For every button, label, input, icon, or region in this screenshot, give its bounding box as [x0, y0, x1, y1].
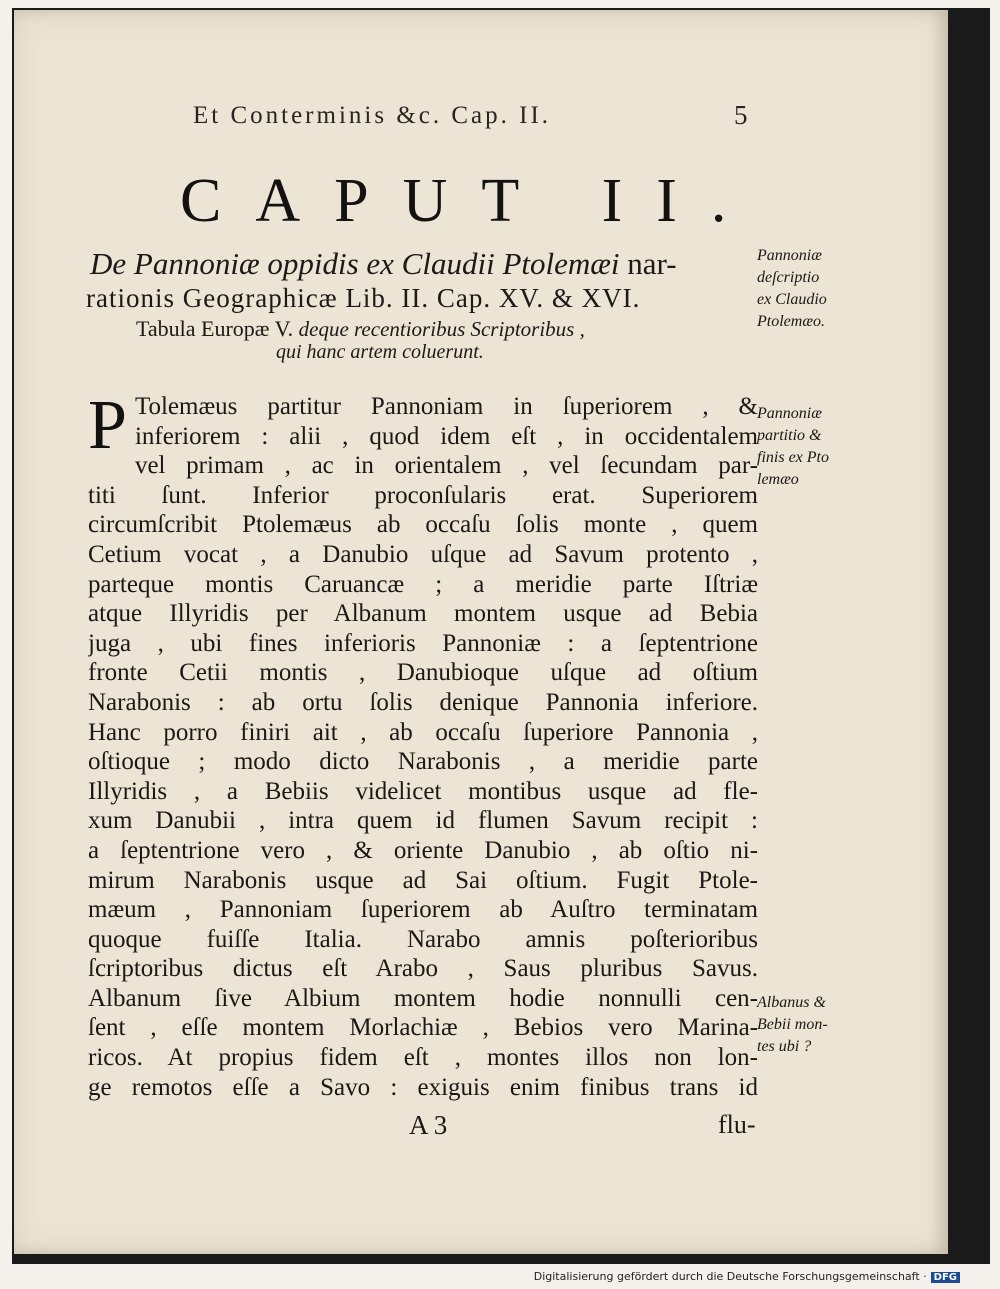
body-line: mæum , Pannoniam ſuperiorem ab Auſtro terminatam — [88, 896, 758, 924]
margin-note-line: tes ubi ? — [757, 1038, 812, 1055]
subtitle-line-2: rationis Geographicæ Lib. II. Cap. XV. & XVI. — [86, 283, 641, 313]
body-line: Narabonis : ab ortu ſolis denique Pannonia inferiore. — [88, 688, 758, 716]
body-line: ſent , eſſe montem Morlachiæ , Bebios vero Marina- — [88, 1014, 758, 1042]
chapter-title: CAPUT II. — [180, 167, 761, 235]
body-line: Tolemæus partitur Pannoniam in ſuperiorem , & — [134, 393, 758, 420]
body-paragraph — [88, 387, 758, 1102]
body-line: circumſcribit Ptolemæus ab occaſu ſolis monte , quem — [88, 511, 758, 539]
body-line: juga , ubi fines inferioris Pannoniæ : a ſeptentrione — [88, 629, 758, 657]
body-line: atque Illyridis per Albanum montem usque ad Bebia — [88, 600, 758, 628]
subtitle-line-1 — [90, 246, 677, 282]
subtitle-line-1-italic: De Pannoniæ oppidis ex Claudii Ptolemæi — [90, 246, 620, 281]
body-line: Cetium vocat , a Danubio uſque ad Savum protento , — [88, 540, 758, 568]
drop-cap: P — [88, 387, 127, 464]
dfg-badge: DFG — [931, 1272, 960, 1283]
body-line: xum Danubii , intra quem id flumen Savum recipit : — [88, 807, 758, 835]
body-line: vel primam , ac in orientalem , vel ſecundam par- — [134, 452, 758, 480]
subtitle-line-3-roman: Tabula Europæ V. — [136, 316, 294, 341]
body-line: titi ſunt. Inferior proconſularis erat. Superiorem — [88, 481, 758, 509]
body-line: quoque fuiſſe Italia. Narabo amnis poſterioribus — [88, 925, 758, 953]
margin-note-line: partitio & — [757, 427, 822, 444]
margin-note-3 — [757, 992, 852, 1058]
margin-note-line: Pannoniæ — [757, 247, 822, 264]
body-lines — [88, 387, 758, 1102]
margin-note-line: Pannoniæ — [757, 405, 822, 422]
margin-note-line: deſcriptio — [757, 269, 820, 286]
body-line: Illyridis , a Bebiis videlicet montibus usque ad fle- — [88, 777, 758, 805]
subtitle-line-4: qui hanc artem coluerunt. — [276, 341, 484, 363]
catchword: flu- — [718, 1110, 756, 1139]
body-line: inferiorem : alii , quod idem eſt , in occidentalem — [134, 422, 758, 450]
margin-note-line: finis ex Pto — [757, 449, 829, 466]
margin-note-line: Albanus & — [757, 994, 826, 1011]
body-line: a ſeptentrione vero , & oriente Danubio , ab oſtio ni- — [88, 836, 758, 864]
signature-mark: A 3 — [409, 1110, 448, 1140]
margin-note-2 — [757, 403, 852, 491]
body-line: ricos. At propius fidem eſt , montes illos non lon- — [88, 1044, 758, 1072]
margin-note-line: Bebii mon- — [757, 1016, 828, 1033]
body-line: Albanum ſive Albium montem hodie nonnulli cen- — [88, 984, 758, 1012]
body-line: fronte Cetii montis , Danubioque uſque ad oſtium — [88, 659, 758, 687]
body-line: ſcriptoribus dictus eſt Arabo , Saus pluribus Savus. — [88, 955, 758, 983]
subtitle-line-3 — [136, 316, 585, 342]
body-line: mirum Narabonis usque ad Sai oſtium. Fugit Ptole- — [88, 866, 758, 894]
running-head: Et Conterminis &c. Cap. II. — [193, 102, 552, 129]
body-line: ge remotos eſſe a Savo : exiguis enim finibus trans id — [88, 1073, 758, 1101]
body-line: Hanc porro finiri ait , ab occaſu ſuperiore Pannonia , — [88, 718, 758, 746]
digitization-footer — [534, 1270, 960, 1283]
footer-text: Digitalisierung gefördert durch die Deutsche Forschungsgemeinschaft · — [533, 1270, 927, 1283]
margin-note-line: ex Claudio — [757, 291, 827, 308]
subtitle-line-3-italic: deque recentioribus Scriptoribus , — [298, 317, 585, 341]
body-line: oſtioque ; modo dicto Narabonis , a meridie parte — [88, 748, 758, 776]
subtitle-line-1-roman: nar- — [627, 246, 677, 281]
margin-note-line: Ptolemæo. — [757, 313, 825, 330]
page-number: 5 — [734, 100, 748, 130]
margin-note-1 — [757, 245, 852, 333]
body-line: parteque montis Caruancæ ; a meridie parte Iſtriæ — [88, 570, 758, 598]
margin-note-line: lemæo — [757, 471, 799, 488]
